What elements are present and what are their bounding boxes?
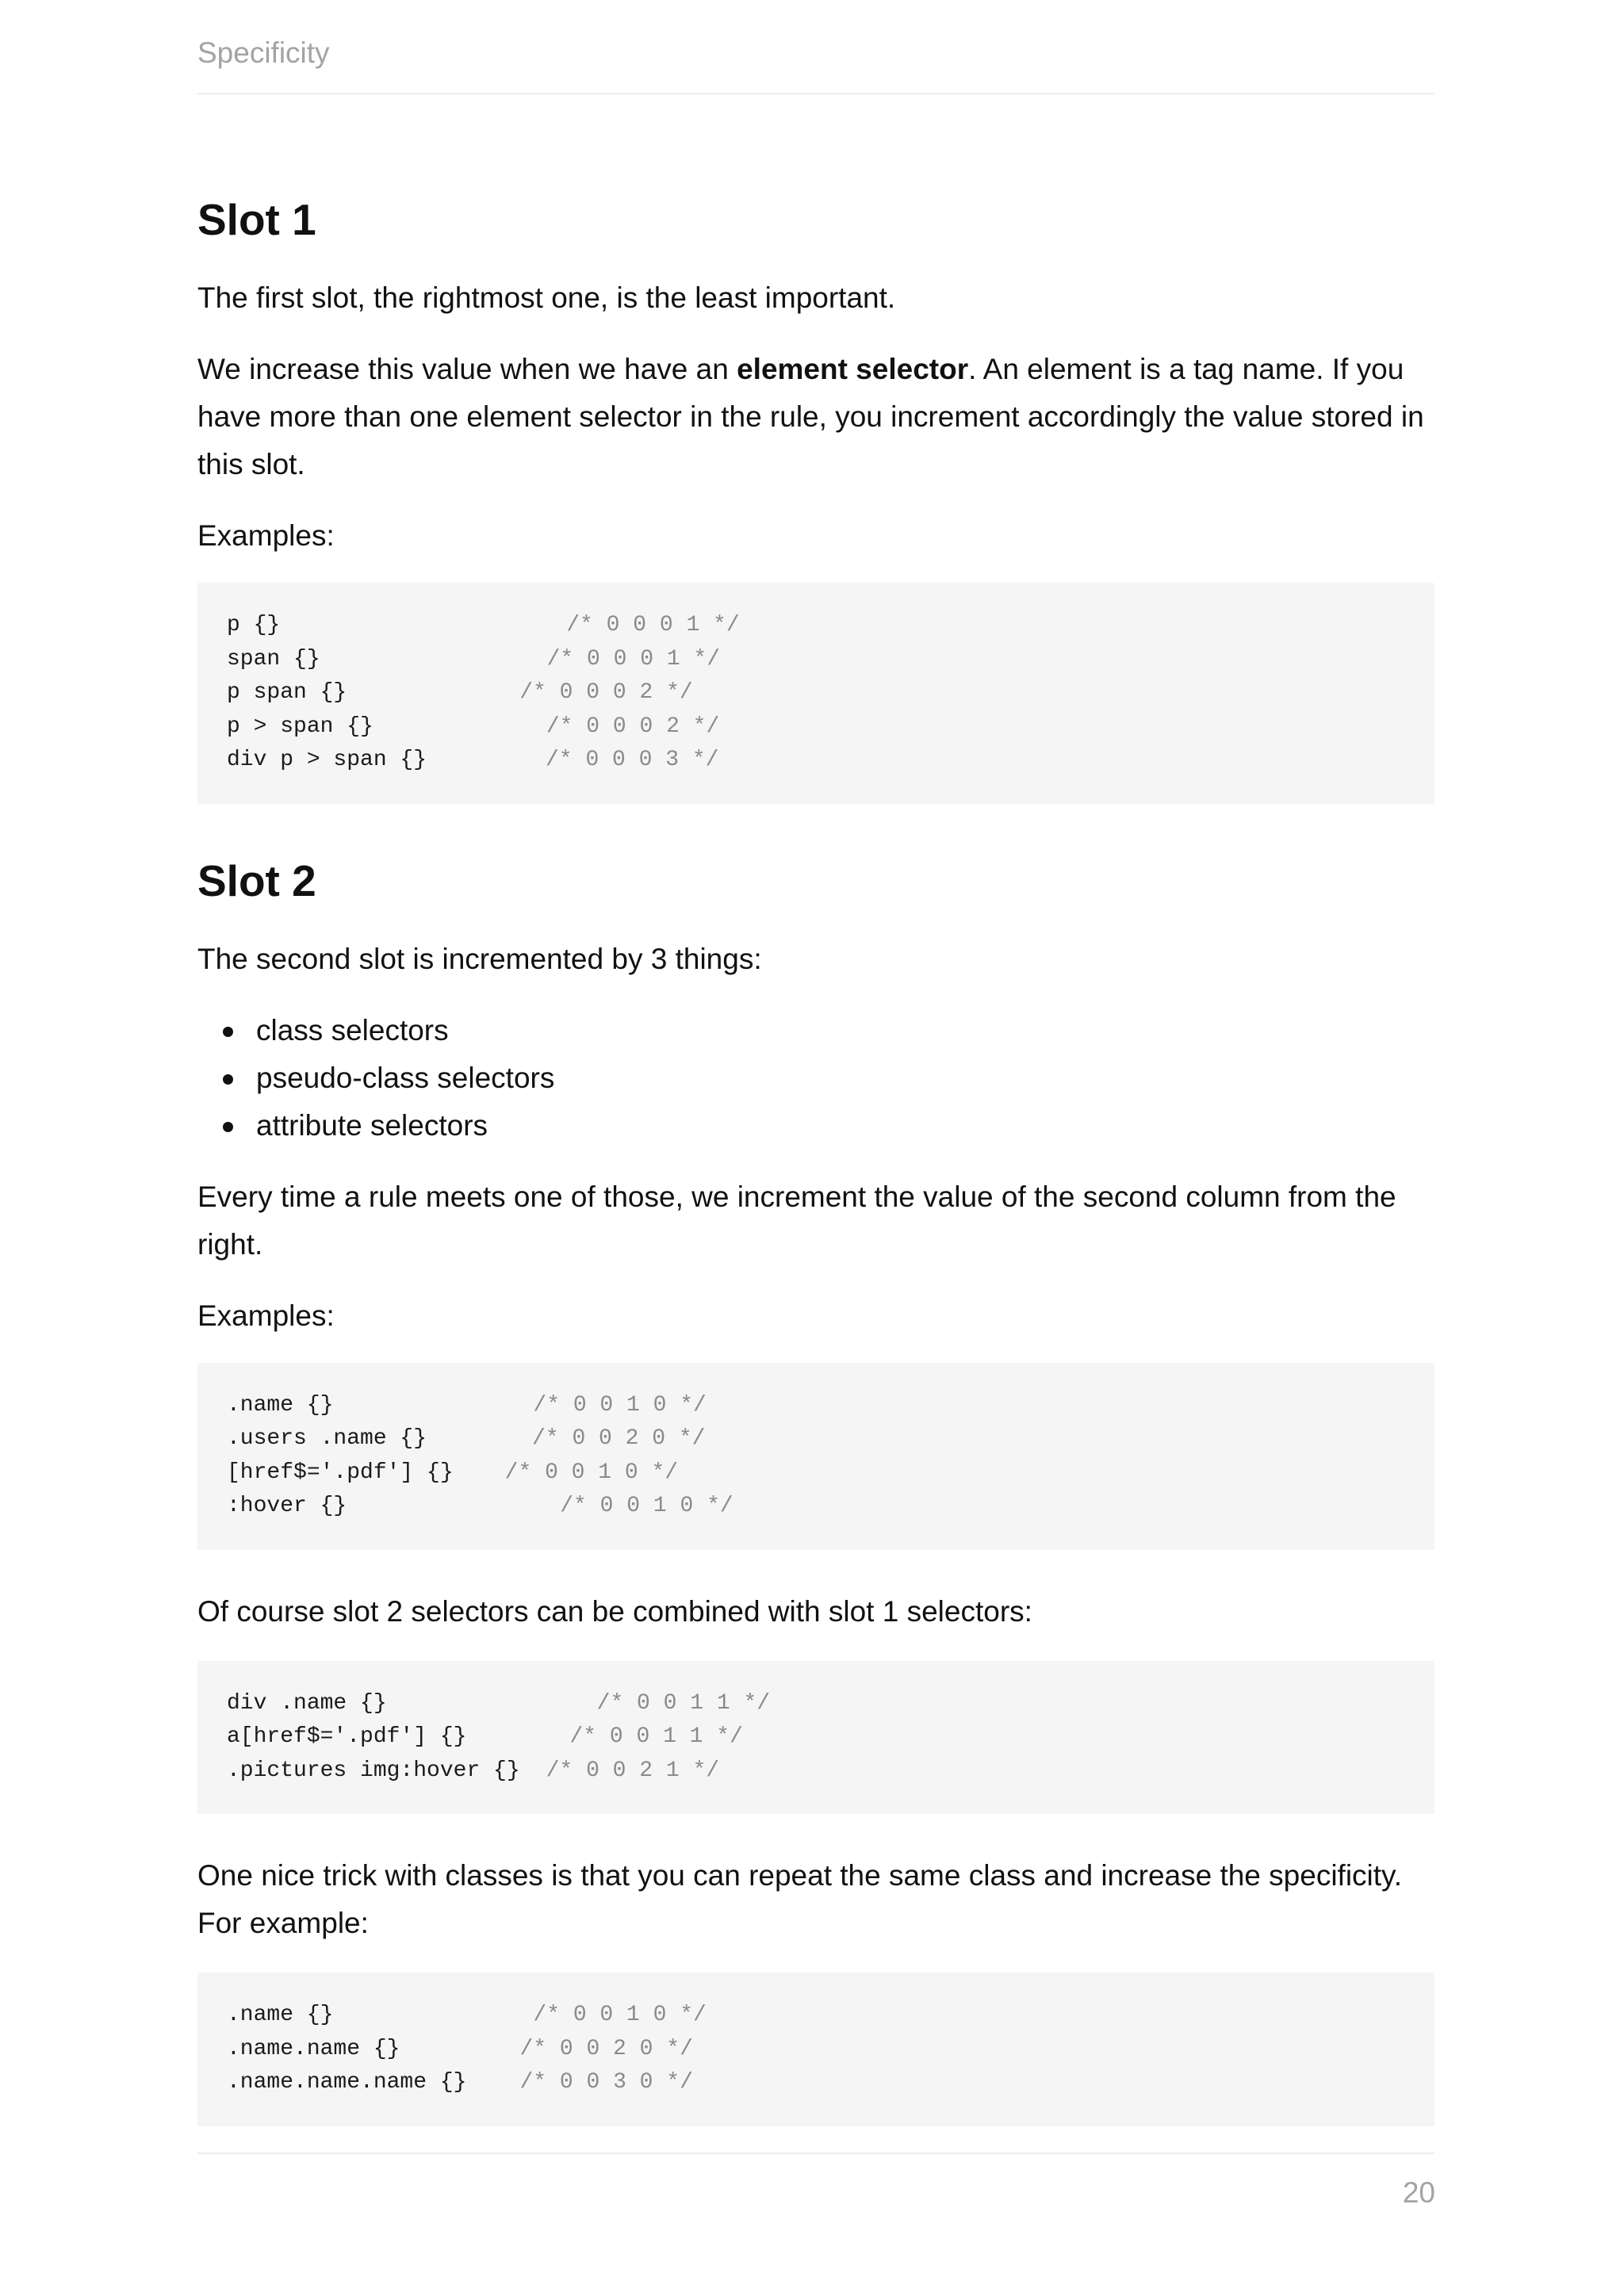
code-line <box>227 609 1405 643</box>
code-comment: /* 0 0 0 3 */ <box>546 748 719 772</box>
code-text: div .name {} <box>227 1690 387 1716</box>
slot-1-paragraph <box>197 346 1434 488</box>
code-line <box>227 1755 1405 1789</box>
paragraph-text: We increase this value when we have an <box>197 353 737 385</box>
code-comment: /* 0 0 0 2 */ <box>519 680 693 705</box>
code-text: :hover {} <box>227 1494 347 1518</box>
code-line <box>227 710 1405 744</box>
code-comment: /* 0 0 2 1 */ <box>546 1758 720 1783</box>
code-line <box>227 1389 1405 1423</box>
code-comment: /* 0 0 0 1 */ <box>546 646 721 672</box>
code-text: .users .name {} <box>227 1426 427 1451</box>
code-text: div p > span {} <box>227 748 427 772</box>
footer-divider <box>197 2152 1434 2154</box>
code-text: .pictures img:hover {} <box>227 1758 520 1783</box>
code-text: [href$='.pdf'] {} <box>227 1460 454 1485</box>
code-comment: /* 0 0 1 0 */ <box>533 1392 707 1418</box>
code-block-combined <box>197 1661 1434 1815</box>
bold-term: element selector <box>737 353 969 385</box>
code-line <box>227 1490 1405 1524</box>
code-line <box>227 1687 1405 1721</box>
code-comment: /* 0 0 0 2 */ <box>546 714 720 739</box>
section-heading-slot-1: Slot 1 <box>197 195 316 244</box>
trick-paragraph: One nice trick with classes is that you can repeat the same class and increase the specificity. For example: <box>197 1859 1403 1939</box>
code-comment: /* 0 0 1 1 */ <box>596 1690 771 1716</box>
slot-2-paragraph: Every time a rule meets one of those, we increment the value of the second column from the right. <box>197 1180 1396 1261</box>
code-text: p > span {} <box>227 714 373 739</box>
running-header: Specificity <box>197 36 330 69</box>
code-line <box>227 2066 1405 2100</box>
code-line <box>227 1456 1405 1490</box>
list-item: attribute selectors <box>197 1102 1434 1150</box>
code-comment: /* 0 0 3 0 */ <box>519 2070 693 2095</box>
header-divider <box>197 93 1434 94</box>
code-comment: /* 0 0 1 1 */ <box>569 1724 743 1749</box>
code-block-slot-1 <box>197 583 1434 804</box>
code-comment: /* 0 0 1 0 */ <box>560 1494 733 1518</box>
code-text: p {} <box>227 613 281 637</box>
code-line <box>227 676 1405 710</box>
code-text: p span {} <box>227 680 347 705</box>
code-comment: /* 0 0 1 0 */ <box>533 2003 707 2027</box>
list-item: pseudo-class selectors <box>197 1054 1434 1102</box>
code-line <box>227 1422 1405 1456</box>
code-block-slot-2 <box>197 1363 1434 1550</box>
code-block-trick <box>197 1973 1434 2126</box>
combined-paragraph: Of course slot 2 selectors can be combined with slot 1 selectors: <box>197 1594 1032 1628</box>
code-comment: /* 0 0 1 0 */ <box>504 1460 679 1485</box>
section-heading-slot-2: Slot 2 <box>197 855 316 905</box>
slot-2-intro: The second slot is incremented by 3 things: <box>197 942 762 975</box>
paragraph-text: . An element is a tag name. If you have more than one element selector in the rule, you increment accordingly the value stored in this slot. <box>197 353 1424 480</box>
code-text: .name {} <box>227 2003 334 2027</box>
code-text: .name.name.name {} <box>227 2070 467 2095</box>
examples-label: Examples: <box>197 1299 335 1332</box>
code-line <box>227 744 1405 778</box>
page-number: 20 <box>1402 2176 1435 2209</box>
code-text: .name.name {} <box>227 2036 400 2061</box>
bullet-list <box>197 1007 1434 1150</box>
list-item: class selectors <box>197 1007 1434 1054</box>
code-text: span {} <box>227 646 320 672</box>
code-line <box>227 643 1405 677</box>
slot-1-intro: The first slot, the rightmost one, is the least important. <box>197 281 896 314</box>
code-text: a[href$='.pdf'] {} <box>227 1724 467 1749</box>
code-comment: /* 0 0 2 0 */ <box>519 2036 693 2061</box>
code-line <box>227 1720 1405 1755</box>
page-content <box>197 190 1434 2126</box>
examples-label: Examples: <box>197 519 335 552</box>
code-comment: /* 0 0 0 1 */ <box>566 613 740 637</box>
code-comment: /* 0 0 2 0 */ <box>532 1426 706 1451</box>
code-text: .name {} <box>227 1392 334 1418</box>
code-line <box>227 1999 1405 2033</box>
code-line <box>227 2033 1405 2067</box>
